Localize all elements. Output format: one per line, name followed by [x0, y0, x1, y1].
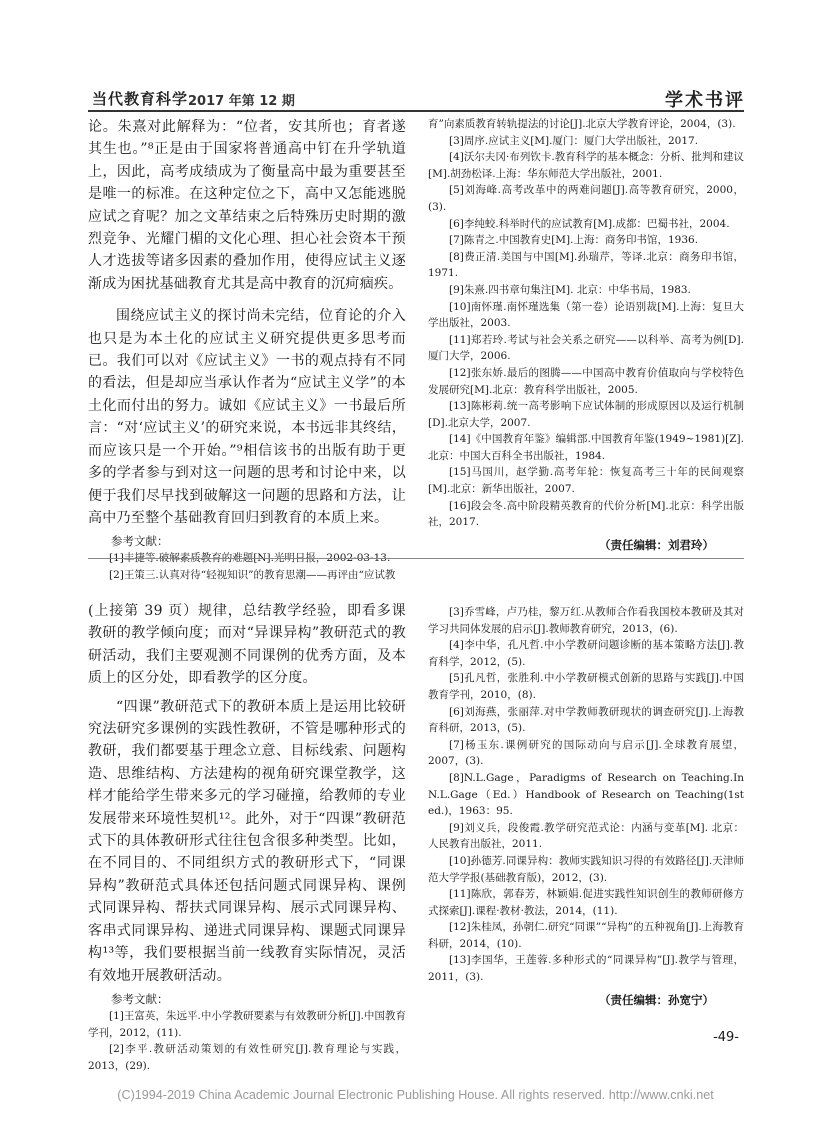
reference-item: [9]刘义兵，段俊霞.教学研究范式论：内涵与变革[M]. 北京：人民教育出版社，2011.: [428, 821, 744, 851]
article2-paragraph-1: (上接第 39 页）规律，总结教学经验，即看多课教研的教学倾向度；而对“异课异构”教研范式的教研活动，我们主要观测不同课例的优秀方面，及本质上的区分处，即看教学的区分度。: [88, 603, 406, 687]
article1-paragraph-2: 围绕应试主义的探讨尚未完结，位育论的介入也只是为本土化的应试主义研究提供更多思考而已。我们可以对《应试主义》一书的观点持有不同的看法，但是却应当承认作者为“应试主义学”的本土化而付出的努力。诚如《应试主义》一书最后所言：“对‘应试主义’的研究来说，本书远非其终结，而应该只是一个开始。”⁹相信该书的出版有助于更多的学者参与到对这一问题的思考和讨论中来，以便于我们尽早找到破解这一问题的思路和方法，让高中乃至整个基础教育回归到教育的本质上来。: [88, 308, 406, 526]
article1-left-column: [88, 116, 406, 584]
reference-item: [2]李平.教研活动策划的有效性研究[J].教育理论与实践，2013，(29).: [88, 1043, 406, 1072]
article1-right-column: [428, 116, 744, 564]
reference-item: [16]段会冬.高中阶段精英教育的代价分析[M].北京：科学出版社，2017.: [428, 499, 744, 529]
reference-item: [8]N.L.Gage，Paradigms of Research on Teaching.In N.L.Gage（Ed.）Handbook of Research on Teaching(1st ed.)，1963：95.: [428, 771, 744, 818]
copyright-footer: (C)1994-2019 China Academic Journal Electronic Publishing House. All rights reserved. http://www.cnki.net: [117, 1088, 714, 1102]
reference-item: [7]陈青之.中国教育史[M].上海：商务印书馆，1936.: [449, 234, 699, 247]
reference-item: [1]王富英，朱远平.中小学教研要素与有效教研分析[J].中国教育学刊，2012，(11).: [88, 1009, 406, 1039]
header-divider: [88, 110, 744, 112]
article2-references-heading: 参考文献：: [111, 991, 169, 1006]
reference-item: [10]南怀瑾.南怀瑾选集（第一卷）论语别裁[M].上海：复旦大学出版社，2003.: [428, 300, 744, 330]
reference-item: [14]《中国教育年鉴》编辑部.中国教育年鉴(1949~1981)[Z].北京：中国大百科全书出版社，1984.: [428, 433, 744, 462]
reference-item: [3]乔雪峰，卢乃桂，黎万红.从教师合作看我国校本教研及其对学习共同体发展的启示[J].教师教育研究，2013，(6).: [428, 606, 744, 635]
reference-item: [13]李国华，王莲蓉.多种形式的“同课异构”[J].教学与管理，2011，(3).: [428, 954, 744, 984]
reference-item: [6]李纯蛟.科举时代的应试教育[M].成都：巴蜀书社，2004.: [449, 217, 730, 230]
reference-item: [11]郑若玲.考试与社会关系之研究——以科举、高考为例[D].厦门大学，2006.: [428, 333, 744, 363]
reference-item: [5]孔凡哲，张胜利.中小学教研模式创新的思路与实践[J].中国教育学刊，2010，(8).: [428, 672, 744, 701]
article1-references-heading: 参考文献：: [111, 534, 169, 549]
reference-item: [4]李中华，孔凡哲.中小学教研问题诊断的基本策略方法[J].教育科学，2012，(5).: [428, 639, 744, 668]
reference-item: [12]朱桂凤，孙朝仁.研究“同课”“异构”的五种视角[J].上海教育科研，2014，(10).: [428, 921, 744, 950]
reference-item: [9]朱熹.四书章句集注[M]. 北京：中华书局，1983.: [449, 283, 691, 296]
reference-item: [4]沃尔夫冈·布列钦卡.教育科学的基本概念：分析、批判和建议[M].胡劲松译.上海：华东师范大学出版社，2001.: [428, 151, 744, 180]
reference-item: [2]王策三.认真对待“轻视知识”的教育思潮——再评由“应试教: [109, 568, 396, 581]
article1-paragraph-1: 论。朱熹对此解释为：“位者，安其所也；育者遂其生也。”⁸正是由于国家将普通高中钉在升学轨道上，因此，高考成绩成为了衡量高中最为重要甚至是唯一的标准。在这种定位之下，高中又怎能逃脱应试之育呢？加之文革结束之后特殊历史时期的激烈竞争、光耀门楣的文化心理、担心社会资本干预人才选拔等诸多因素的叠加作用，使得应试主义逐渐成为困扰基础教育尤其是高中教育的沉疴痼疾。: [88, 119, 406, 292]
article-separator: [88, 558, 744, 559]
article2-right-column: [428, 604, 744, 1019]
article2-editor-credit: （责任编辑：孙宽宁）: [599, 992, 714, 1007]
reference-item: 育”向素质教育转轨提法的讨论[J].北京大学教育评论，2004，(3).: [428, 118, 736, 130]
reference-item: [13]陈彬莉.统一高考影响下应试体制的形成原因以及运行机制[D].北京大学，2007.: [428, 400, 744, 429]
reference-item: [6]刘海燕，张丽萍.对中学教师教研现状的调查研究[J].上海教育科研，2013，(5).: [428, 705, 744, 735]
reference-item: [15]马国川，赵学勤.高考年轮：恢复高考三十年的民间观察[M].北京：新华出版社，2007.: [428, 466, 744, 496]
issue-label: 2017 年第 12 期: [188, 94, 295, 109]
reference-item: [1]丰捷等.破解素质教育的难题[N].光明日报，2002-03-13.: [109, 552, 391, 565]
article2-paragraph-2: “四课”教研范式下的教研本质上是运用比较研究法研究多课例的实践性教研，不管是哪种形式的教研，我们都要基于理念立意、目标线索、问题构造、思维结构、方法建构的视角研究课堂教学，这样才能给学生带来多元的学习碰撞，给教师的专业发展带来环境性契机¹²。此外，对于“四课”教研范式下的具体教研形式往往包含很多种类型。比如，在不同目的、不同组织方式的教研形式下，“同课异构”教研范式具体还包括问题式同课异构、课例式同课异构、帮扶式同课异构、展示式同课异构、客串式同课异构、递进式同课异构、课题式同课异构¹³等，我们要根据当前一线教育实际情况，灵活有效地开展教研活动。: [88, 698, 406, 984]
reference-item: [11]陈欣，郭春芳，林颖娟.促进实践性知识创生的教师研修方式探索[J].课程·教材·教法，2014，(11).: [428, 888, 744, 917]
article2-references-left: [88, 1008, 406, 1074]
reference-item: [10]孙德芳.同课异构：教师实践知识习得的有效路径[J].天津师范大学学报(基础教育版)，2012，(3).: [428, 854, 744, 884]
reference-item: [7]杨玉东.课例研究的国际动向与启示[J].全球教育展望，2007，(3).: [428, 738, 744, 768]
reference-item: [3]周序.应试主义[M].厦门：厦门大学出版社，2017.: [449, 134, 699, 147]
article1-references-left: [88, 550, 406, 583]
reference-item: [8]费正清.美国与中国[M].孙瑞芹，等译.北京：商务印书馆，1971.: [428, 250, 744, 280]
article2-left-column: [88, 600, 406, 1074]
article1-editor-credit: （责任编辑：刘君玲）: [599, 537, 714, 552]
journal-title: 当代教育科学: [92, 90, 189, 108]
reference-item: [12]张东娇.最后的图腾——中国高中教育价值取向与学校特色发展研究[M].北京：教育科学出版社，2005.: [428, 366, 744, 396]
reference-item: [5]刘海峰.高考改革中的两难问题[J].高等教育研究，2000，(3).: [428, 184, 744, 213]
section-title: 学术书评: [665, 90, 745, 111]
page-number: -49-: [713, 1030, 739, 1045]
